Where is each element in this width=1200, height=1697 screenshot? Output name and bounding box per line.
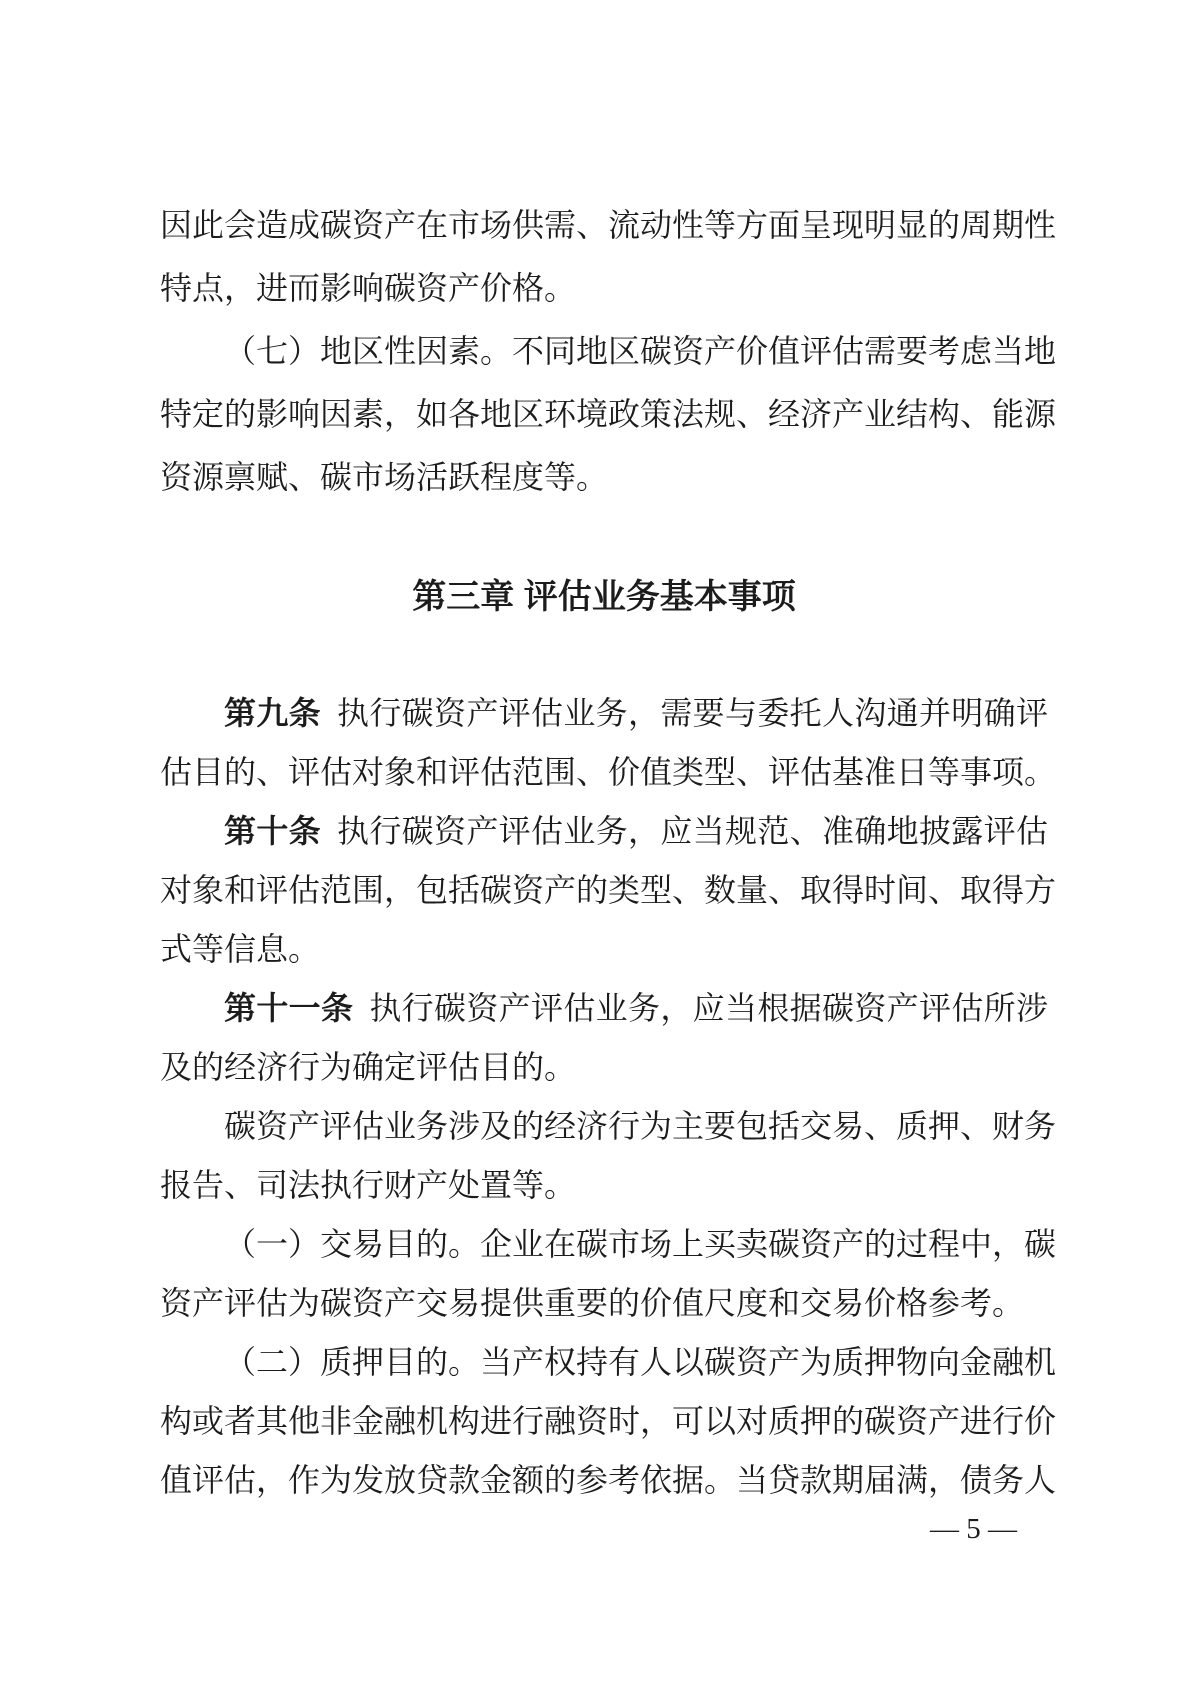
text-line (160, 1392, 1057, 1451)
text-line (160, 194, 1057, 257)
text-line (160, 257, 1048, 320)
article-number: 第九条 (224, 695, 321, 731)
text-line (160, 802, 1048, 861)
line-text: （七）地区性因素。不同地区碳资产价值评估需要考虑当地 (224, 333, 1057, 369)
line-text: 执行碳资产评估业务，需要与委托人沟通并明确评 (337, 695, 1048, 731)
line-text: 值评估，作为发放贷款金额的参考依据。当贷款期届满，债务人 (160, 1462, 1057, 1498)
line-text: 对象和评估范围，包括碳资产的类型、数量、取得时间、取得方 (160, 872, 1057, 908)
line-text: 因此会造成碳资产在市场供需、流动性等方面呈现明显的周期性 (160, 207, 1057, 243)
page-number-label: — 5 — (930, 1513, 1017, 1545)
line-text: 估目的、评估对象和评估范围、价值类型、评估基准日等事项。 (160, 754, 1057, 790)
text-line (160, 1156, 1048, 1215)
chapter-heading: 第三章 评估业务基本事项 (412, 578, 796, 616)
text-line (160, 1451, 1057, 1510)
text-line (160, 1038, 1048, 1097)
line-text: 式等信息。 (160, 931, 321, 967)
line-text: 构或者其他非金融机构进行融资时，可以对质押的碳资产进行价 (160, 1403, 1057, 1439)
line-text: （二）质押目的。当产权持有人以碳资产为质押物向金融机 (224, 1344, 1057, 1380)
line-text: 及的经济行为确定评估目的。 (160, 1049, 577, 1085)
line-text: 执行碳资产评估业务，应当根据碳资产评估所涉 (369, 990, 1048, 1026)
text-line (160, 1215, 1057, 1274)
text-line (160, 861, 1057, 920)
text-line (160, 320, 1057, 383)
page-footer (930, 1513, 1017, 1545)
document-body (160, 194, 1057, 1510)
line-text: 执行碳资产评估业务，应当规范、准确地披露评估 (337, 813, 1048, 849)
line-text: 碳资产评估业务涉及的经济行为主要包括交易、质押、财务 (224, 1108, 1057, 1144)
line-text: 资源禀赋、碳市场活跃程度等。 (160, 459, 609, 495)
text-line (160, 383, 1057, 446)
text-line (160, 979, 1048, 1038)
line-text: （一）交易目的。企业在碳市场上买卖碳资产的过程中，碳 (224, 1226, 1057, 1262)
text-line (160, 1097, 1057, 1156)
line-text: 特点，进而影响碳资产价格。 (160, 270, 577, 306)
text-line (160, 446, 1048, 509)
article-number: 第十一条 (224, 990, 354, 1026)
line-text: 报告、司法执行财产处置等。 (160, 1167, 577, 1203)
line-text: 资产评估为碳资产交易提供重要的价值尺度和交易价格参考。 (160, 1285, 1025, 1321)
text-line (160, 1333, 1057, 1392)
line-text: 特定的影响因素，如各地区环境政策法规、经济产业结构、能源 (160, 396, 1057, 432)
text-line (160, 743, 1057, 802)
text-line (160, 920, 1048, 979)
article-number: 第十条 (224, 813, 321, 849)
text-line (160, 684, 1048, 743)
text-line (160, 1274, 1048, 1333)
